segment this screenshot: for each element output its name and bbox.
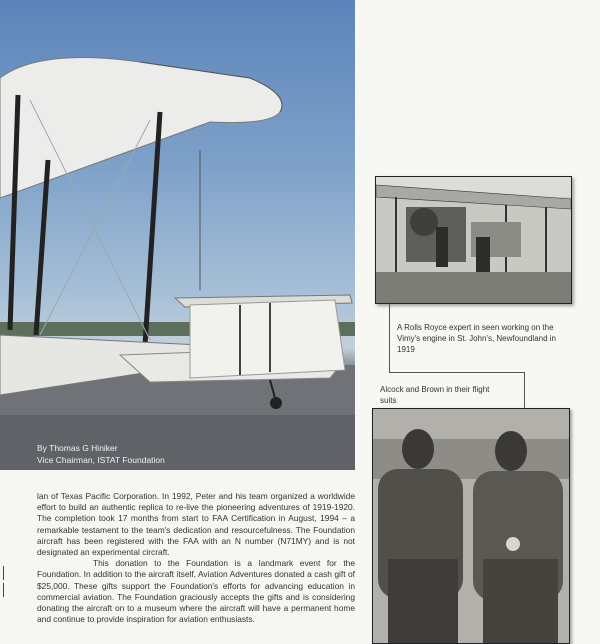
- caption-leader-line: [389, 372, 524, 373]
- credit-title: Vice Chairman, ISTAT Foundation: [37, 455, 165, 465]
- caption-leader-line: [524, 372, 525, 408]
- paragraph-2: This donation to the Foundation is a landmark event for the Foundation. In addition to the aircraft itself, Aviation Adventures donated a cash gift of $25,000. These gifts support the Foundation's efforts for advancing education in commercial aviation. The Foundation graciously accepts the gifts and is considering donating the aircraft on to a museum where the aircraft will have a permanent home and continue to provide inspiration for aviation enthusiasts.: [37, 558, 355, 625]
- credit-author: By Thomas G Hiniker: [37, 443, 118, 453]
- paragraph-1: lan of Texas Pacific Corporation. In 1992, Peter and his team organized a worldwide effort to build an authentic replica to re-live the pioneering adventures of 1919-1920. The completion took 17 months from start to FAA Certification in August, 1994 – a remarkable testament to the team's dedication and resourcefulness. The Foundation aircraft has been registered with the FAA with an N number (N71MY) and is not designated an experimental circraft.: [37, 491, 355, 558]
- article-body: [37, 491, 355, 625]
- caption-leader-line: [389, 302, 390, 373]
- margin-mark: [3, 566, 4, 580]
- alcock-brown-caption-title: Alcock and Brown in their flight suits: [380, 385, 490, 405]
- biplane-illustration: [0, 0, 355, 470]
- alcock-brown-photo: [372, 408, 570, 644]
- rolls-royce-engine-photo: [375, 176, 572, 304]
- photo-credit: [37, 442, 165, 466]
- margin-mark: [3, 583, 4, 597]
- rolls-royce-caption: A Rolls Royce expert in seen working on the Vimy's engine in St. John's, Newfoundland in 1919: [397, 323, 556, 354]
- hero-photo: [0, 0, 355, 470]
